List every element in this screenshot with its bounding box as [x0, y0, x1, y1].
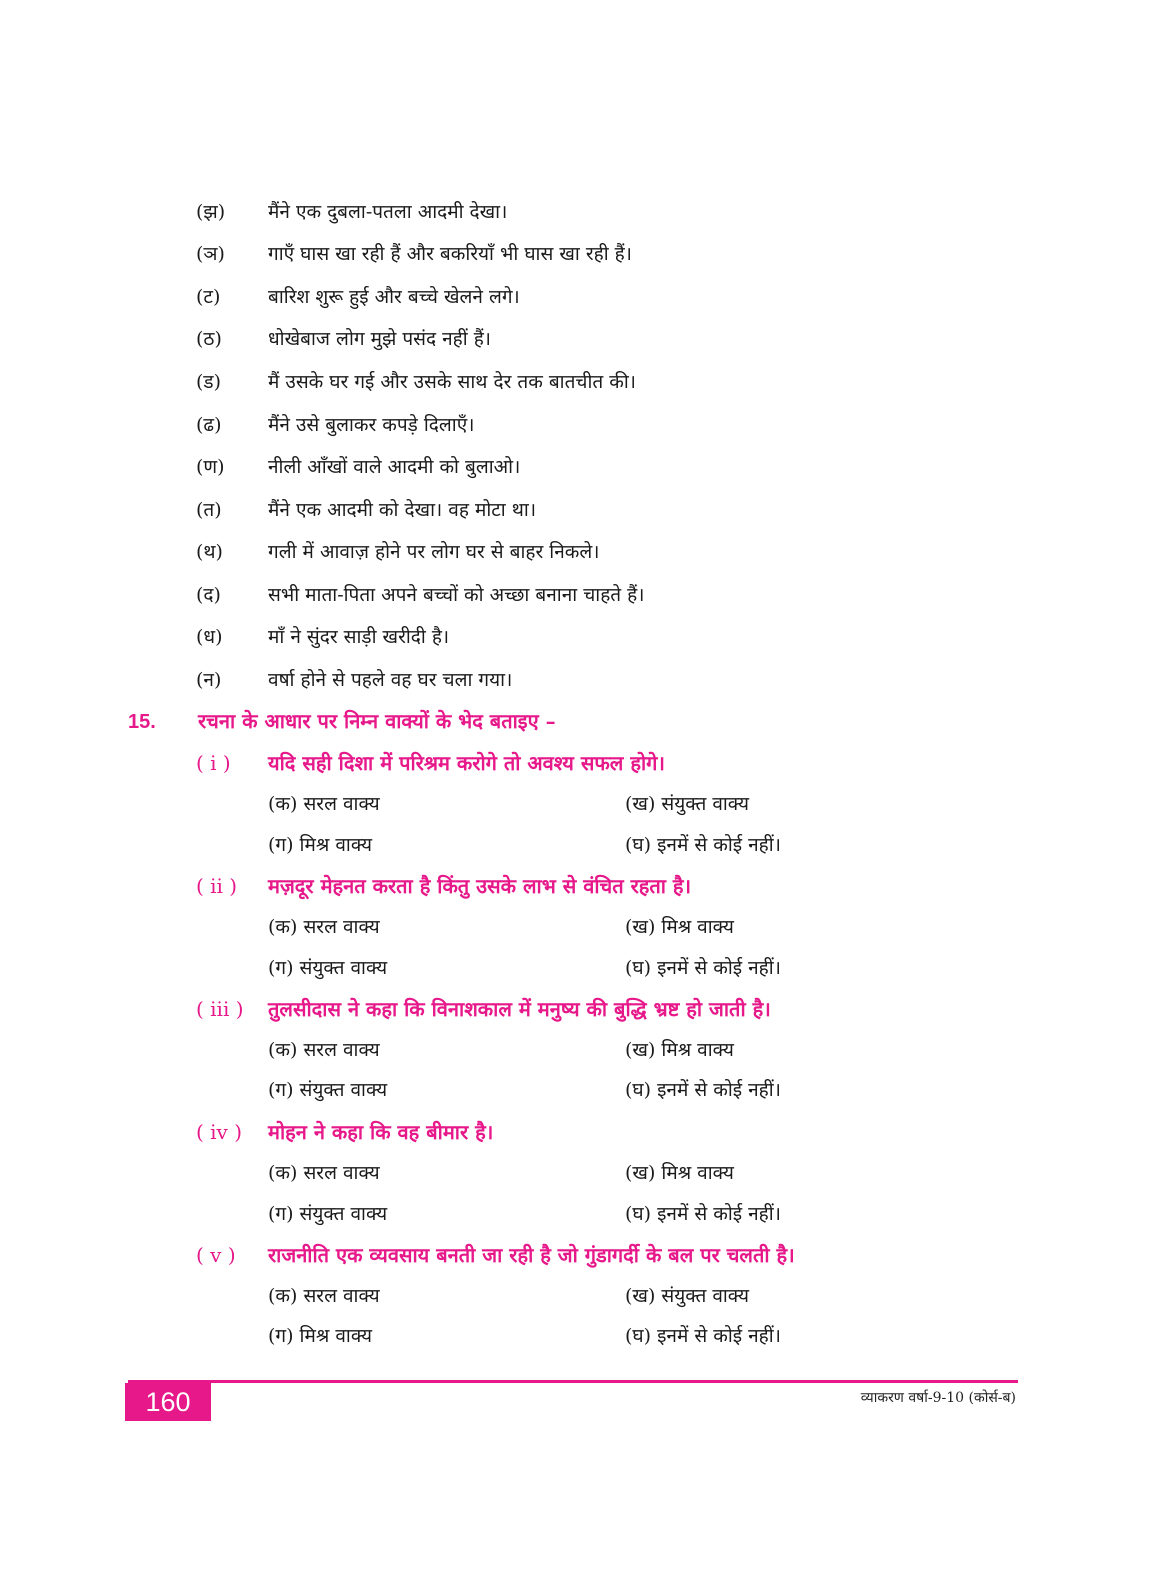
option-c[interactable]: (ग) मिश्र वाक्य — [268, 834, 373, 856]
list-item — [196, 581, 644, 607]
list-item — [196, 453, 520, 479]
subquestion-text: राजनीति एक व्यवसाय बनती जा रही है जो गुंडागर्दी के बल पर चलती है। — [268, 1243, 795, 1267]
list-item — [196, 623, 449, 649]
option-b[interactable]: (ख) संयुक्त वाक्य — [625, 793, 749, 815]
question-title: रचना के आधार पर निम्न वाक्यों के भेद बताइए – — [198, 709, 556, 733]
footer-rule — [128, 1380, 1018, 1383]
list-marker: (न) — [196, 669, 222, 691]
question-heading — [128, 707, 556, 734]
subquestion — [196, 1241, 795, 1268]
list-item — [196, 283, 520, 309]
list-marker: (ड) — [196, 371, 221, 393]
page-number: 160 — [125, 1383, 211, 1421]
list-item — [196, 411, 474, 437]
list-marker: (ढ) — [196, 414, 222, 436]
option-d[interactable]: (घ) इनमें से कोई नहीं। — [625, 1325, 781, 1347]
subquestion-text: मोहन ने कहा कि वह बीमार है। — [268, 1120, 494, 1144]
list-marker: (त) — [196, 499, 222, 521]
list-item — [196, 240, 632, 266]
option-a[interactable]: (क) सरल वाक्य — [268, 1162, 380, 1184]
list-marker: (ञ) — [196, 243, 225, 265]
list-text: मैंने एक आदमी को देखा। वह मोटा था। — [268, 499, 537, 521]
list-marker: (झ) — [196, 201, 226, 223]
subquestion — [196, 1118, 493, 1145]
list-item — [196, 198, 507, 224]
list-marker: (थ) — [196, 541, 223, 563]
list-text: बारिश शुरू हुई और बच्चे खेलने लगे। — [268, 286, 520, 308]
subquestion-text: यदि सही दिशा में परिश्रम करोगे तो अवश्य सफल होगे। — [268, 751, 665, 775]
option-a[interactable]: (क) सरल वाक्य — [268, 793, 380, 815]
list-text: सभी माता-पिता अपने बच्चों को अच्छा बनाना चाहते हैं। — [268, 584, 645, 606]
option-c[interactable]: (ग) संयुक्त वाक्य — [268, 957, 388, 979]
subquestion — [196, 995, 771, 1022]
option-b[interactable]: (ख) संयुक्त वाक्य — [625, 1285, 749, 1307]
list-text: मैं उसके घर गई और उसके साथ देर तक बातचीत की। — [268, 371, 637, 393]
option-a[interactable]: (क) सरल वाक्य — [268, 916, 380, 938]
option-b[interactable]: (ख) मिश्र वाक्य — [625, 916, 734, 938]
subquestion-marker: ( v ) — [196, 1243, 236, 1267]
subquestion — [196, 872, 691, 899]
subquestion-marker: ( ii ) — [196, 874, 238, 898]
list-text: गली में आवाज़ होने पर लोग घर से बाहर निकले। — [268, 541, 600, 563]
question-number: 15. — [128, 711, 156, 733]
list-text: गाएँ घास खा रही हैं और बकरियाँ भी घास खा रही हैं। — [268, 243, 632, 265]
list-text: वर्षा होने से पहले वह घर चला गया। — [268, 669, 513, 691]
option-d[interactable]: (घ) इनमें से कोई नहीं। — [625, 957, 781, 979]
list-marker: (ध) — [196, 626, 223, 648]
option-b[interactable]: (ख) मिश्र वाक्य — [625, 1039, 734, 1061]
list-text: मैंने उसे बुलाकर कपड़े दिलाएँ। — [268, 414, 475, 436]
subquestion-text: मज़दूर मेहनत करता है किंतु उसके लाभ से वंचित रहता है। — [268, 874, 692, 898]
list-item — [196, 368, 636, 394]
list-item — [196, 325, 491, 351]
option-d[interactable]: (घ) इनमें से कोई नहीं। — [625, 1079, 781, 1101]
list-text: माँ ने सुंदर साड़ी खरीदी है। — [268, 626, 450, 648]
subquestion — [196, 749, 665, 776]
list-text: नीली आँखों वाले आदमी को बुलाओ। — [268, 456, 521, 478]
option-a[interactable]: (क) सरल वाक्य — [268, 1285, 380, 1307]
subquestion-marker: ( iv ) — [196, 1120, 243, 1144]
list-marker: (द) — [196, 584, 221, 606]
list-item — [196, 496, 536, 522]
option-a[interactable]: (क) सरल वाक्य — [268, 1039, 380, 1061]
list-text: मैंने एक दुबला-पतला आदमी देखा। — [268, 201, 508, 223]
list-item — [196, 666, 512, 692]
option-c[interactable]: (ग) संयुक्त वाक्य — [268, 1079, 388, 1101]
option-c[interactable]: (ग) संयुक्त वाक्य — [268, 1203, 388, 1225]
list-marker: (ठ) — [196, 328, 222, 350]
option-d[interactable]: (घ) इनमें से कोई नहीं। — [625, 1203, 781, 1225]
option-b[interactable]: (ख) मिश्र वाक्य — [625, 1162, 734, 1184]
list-marker: (ट) — [196, 286, 221, 308]
subquestion-marker: ( iii ) — [196, 997, 244, 1021]
book-title: व्याकरण वर्षा-9-10 (कोर्स-ब) — [860, 1390, 1016, 1406]
list-marker: (ण) — [196, 456, 225, 478]
list-item — [196, 538, 599, 564]
subquestion-marker: ( i ) — [196, 751, 231, 775]
list-text: धोखेबाज लोग मुझे पसंद नहीं हैं। — [268, 328, 492, 350]
subquestion-text: तुलसीदास ने कहा कि विनाशकाल में मनुष्य की बुद्धि भ्रष्ट हो जाती है। — [268, 997, 771, 1021]
option-d[interactable]: (घ) इनमें से कोई नहीं। — [625, 834, 781, 856]
option-c[interactable]: (ग) मिश्र वाक्य — [268, 1325, 373, 1347]
